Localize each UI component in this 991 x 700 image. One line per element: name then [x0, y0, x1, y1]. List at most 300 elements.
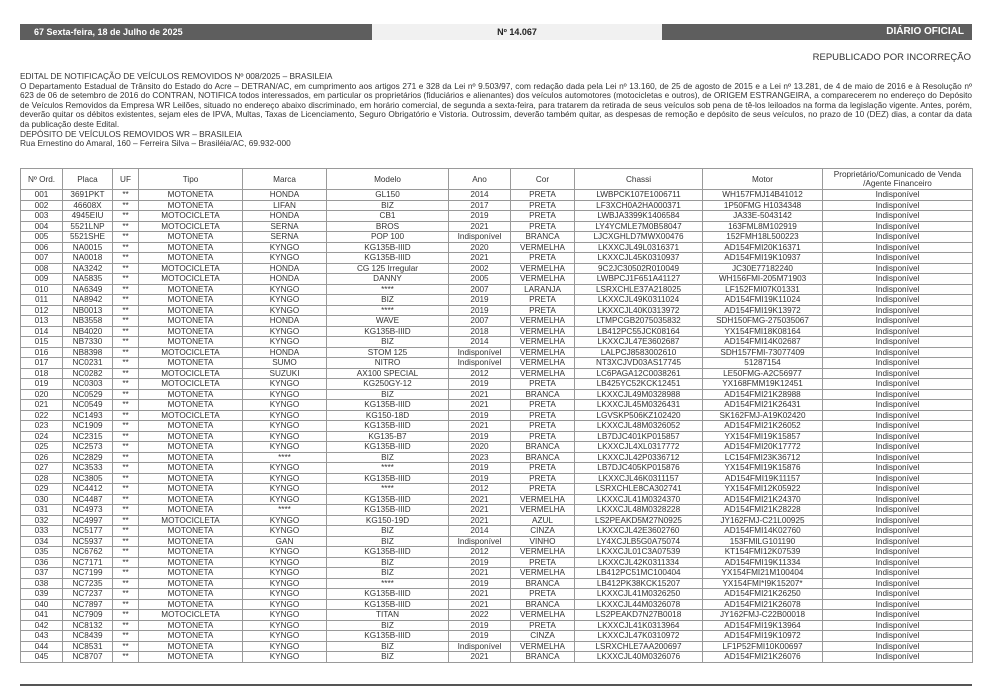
table-cell: 2014 [449, 190, 511, 201]
table-cell: NC7235 [63, 578, 113, 589]
table-cell: 2012 [449, 547, 511, 558]
table-cell: Indisponível [823, 305, 973, 316]
table-cell: LGVSKP506KZ102420 [575, 410, 703, 421]
table-cell: MOTONETA [139, 589, 243, 600]
table-row [21, 242, 973, 253]
page-date: 67 Sexta-feira, 18 de Julho de 2025 [34, 27, 183, 37]
table-cell: ** [113, 431, 139, 442]
table-cell: HONDA [243, 211, 327, 222]
table-cell: MOTONETA [139, 484, 243, 495]
table-cell: AD154FMI20K17772 [703, 442, 823, 453]
table-cell: LKXXCJL4XL0317772 [575, 442, 703, 453]
table-cell: LWBJA3399K1406584 [575, 211, 703, 222]
table-cell: NC0549 [63, 400, 113, 411]
table-cell: ** [113, 410, 139, 421]
table-cell: PRETA [511, 190, 575, 201]
table-cell: LWBPCK107E1006711 [575, 190, 703, 201]
table-cell: 163FML8M102919 [703, 221, 823, 232]
table-cell: VERMELHA [511, 368, 575, 379]
table-cell: PRETA [511, 379, 575, 390]
table-cell: ** [113, 337, 139, 348]
table-cell: NC5937 [63, 536, 113, 547]
table-cell: ** [113, 463, 139, 474]
table-cell: LALPCJ8583002610 [575, 347, 703, 358]
table-cell: KYNGO [243, 652, 327, 663]
table-cell: 042 [21, 620, 63, 631]
table-cell: 013 [21, 316, 63, 327]
table-cell: KG135B-IIID [327, 253, 449, 264]
table-cell: LKXXCJL45M0326431 [575, 400, 703, 411]
table-row [21, 263, 973, 274]
table-cell: 46608X [63, 200, 113, 211]
column-header: Placa [63, 169, 113, 190]
table-cell: KYNGO [243, 463, 327, 474]
table-cell: KG150-19D [327, 515, 449, 526]
table-cell: LKXXCJL40M0326076 [575, 652, 703, 663]
table-cell: LF3XCH0A2HA000371 [575, 200, 703, 211]
table-cell: KYNGO [243, 620, 327, 631]
table-cell: Indisponível [823, 232, 973, 243]
table-cell: SDH157FMI-73077409 [703, 347, 823, 358]
table-cell: NC2573 [63, 442, 113, 453]
table-row [21, 620, 973, 631]
table-cell: 153FMILG101190 [703, 536, 823, 547]
table-cell: 5521SHE [63, 232, 113, 243]
table-cell: Indisponível [449, 536, 511, 547]
table-cell: MOTONETA [139, 442, 243, 453]
table-cell: KYNGO [243, 610, 327, 621]
deposito-title: DEPÓSITO DE VEÍCULOS REMOVIDOS WR – BRASILEIA [20, 128, 243, 139]
table-cell: JC30E77182240 [703, 263, 823, 274]
table-cell: KG135B-IIID [327, 400, 449, 411]
table-cell: KG135B-IIID [327, 631, 449, 642]
table-cell: KG135B-IIID [327, 242, 449, 253]
table-cell: Indisponível [823, 652, 973, 663]
table-cell: 037 [21, 568, 63, 579]
table-cell: KYNGO [243, 641, 327, 652]
table-cell: ** [113, 652, 139, 663]
table-cell: SDH150FMG-275035067 [703, 316, 823, 327]
table-row [21, 568, 973, 579]
table-cell: AD154FMI19K11334 [703, 557, 823, 568]
table-cell: AD154FMI21K26078 [703, 599, 823, 610]
table-row [21, 326, 973, 337]
table-cell: Indisponível [823, 410, 973, 421]
table-cell: Indisponível [823, 337, 973, 348]
table-cell: LKXXCJL49M0328988 [575, 389, 703, 400]
footer-divider [20, 684, 972, 686]
table-cell: LB425YC52KCK12451 [575, 379, 703, 390]
table-cell: Indisponível [823, 358, 973, 369]
table-cell: LC6PAGA12C0038261 [575, 368, 703, 379]
table-cell: LB7DJC405KP015876 [575, 463, 703, 474]
table-cell: VERMELHA [511, 505, 575, 516]
table-cell: KYNGO [243, 526, 327, 537]
table-cell: LY4YCMLE7M0B58047 [575, 221, 703, 232]
table-row [21, 494, 973, 505]
table-cell: MOTONETA [139, 620, 243, 631]
table-cell: SUMO [243, 358, 327, 369]
table-cell: ** [113, 505, 139, 516]
table-cell: LF1P52FMI10K00697 [703, 641, 823, 652]
table-cell: 2021 [449, 505, 511, 516]
table-cell: Indisponível [823, 610, 973, 621]
table-cell: NC4412 [63, 484, 113, 495]
table-cell: 014 [21, 326, 63, 337]
table-cell: LKXXCJL40K0313972 [575, 305, 703, 316]
table-cell: LKXXCJL47E3602687 [575, 337, 703, 348]
table-cell: Indisponível [823, 526, 973, 537]
table-cell: Indisponível [823, 253, 973, 264]
issue-number: Nº 14.067 [372, 24, 662, 40]
table-cell: ** [113, 442, 139, 453]
table-cell: PRETA [511, 473, 575, 484]
table-row [21, 536, 973, 547]
table-cell: AD154FMI21K26076 [703, 652, 823, 663]
table-cell: VERMELHA [511, 347, 575, 358]
table-cell: **** [243, 452, 327, 463]
table-cell: NB8398 [63, 347, 113, 358]
table-row [21, 305, 973, 316]
table-cell: KYNGO [243, 400, 327, 411]
table-cell: KG135B-IIID [327, 442, 449, 453]
table-row [21, 358, 973, 369]
table-cell: ** [113, 452, 139, 463]
table-cell: MOTONETA [139, 389, 243, 400]
column-header: Tipo [139, 169, 243, 190]
table-cell: **** [327, 578, 449, 589]
table-cell: Indisponível [823, 484, 973, 495]
table-cell: LKXXCJL01C3A07539 [575, 547, 703, 558]
table-header-row [21, 169, 973, 190]
table-cell: VERMELHA [511, 274, 575, 285]
table-cell: DANNY [327, 274, 449, 285]
edital-paragraph: O Departamento Estadual de Trânsito do Estado do Acre – DETRAN/AC, em cumprimento aos artigos 271 e 328 da Lei nº 9.503/97, com redação dada pela Lei nº 13.160, de 25 de agosto de 2015 e a Lei nº 13.281, de 4 de maio de 2016 e à Resolução nº 623 de 06 de setembro de 2016 do CONTRAN, NOTIFICA todos interessados, em particular os proprietários (fiduciários e alienantes) dos veículos automotores (motocicletas e outros), de ORIGEM ESTRANGEIRA, a comparecerem no endereço do Depósito de Veículos Removidos da Empresa WR Leilões, situado no endereço abaixo discriminado, em horário comercial, de segunda a sexta-feira, para tratarem da retirada de seus veículos sob pena de tê-los leiloados na forma da legislação vigente. Antes, porém, deverão quitar os débitos existentes, sejam eles de IPVA, Multas, Taxas de Licenciamento, Seguro Obrigatório e Vistoria. Outrossim, deverão também quitar, as despesas de remoção e depósito de seus veículos, no prazo de 10 (DEZ) dias, a contar da data da publicação deste Edital. [20, 80, 972, 129]
column-header: UF [113, 169, 139, 190]
table-row [21, 211, 973, 222]
table-cell: ** [113, 610, 139, 621]
table-cell: 2021 [449, 421, 511, 432]
table-cell: BROS [327, 221, 449, 232]
table-cell: LKXXCJL47K0310972 [575, 631, 703, 642]
table-cell: MOTONETA [139, 316, 243, 327]
table-cell: JY162FMJ-C21L00925 [703, 515, 823, 526]
table-cell: Indisponível [823, 221, 973, 232]
table-cell: MOTONETA [139, 190, 243, 201]
table-cell: NC4997 [63, 515, 113, 526]
table-cell: CINZA [511, 631, 575, 642]
table-cell: 006 [21, 242, 63, 253]
table-cell: 2017 [449, 200, 511, 211]
table-cell: 2019 [449, 211, 511, 222]
table-cell: ** [113, 494, 139, 505]
table-cell: 030 [21, 494, 63, 505]
table-cell: 036 [21, 557, 63, 568]
table-row [21, 253, 973, 264]
table-cell: ** [113, 515, 139, 526]
table-cell: YX154FMI*I9K15207* [703, 578, 823, 589]
table-cell: VERMELHA [511, 358, 575, 369]
table-cell: Indisponível [823, 190, 973, 201]
table-cell: NC2315 [63, 431, 113, 442]
table-cell: Indisponível [823, 316, 973, 327]
table-cell: KG135B-IIID [327, 599, 449, 610]
table-cell: KYNGO [243, 431, 327, 442]
table-cell: CINZA [511, 526, 575, 537]
table-row [21, 599, 973, 610]
table-cell: PRETA [511, 620, 575, 631]
table-cell: 004 [21, 221, 63, 232]
table-cell: MOTOCICLETA [139, 274, 243, 285]
table-cell: ** [113, 557, 139, 568]
table-row [21, 379, 973, 390]
table-cell: NC3533 [63, 463, 113, 474]
table-cell: MOTOCICLETA [139, 379, 243, 390]
table-cell: AD154FMI21K28988 [703, 389, 823, 400]
table-cell: SERNA [243, 232, 327, 243]
table-cell: NC4973 [63, 505, 113, 516]
table-cell: Indisponível [823, 421, 973, 432]
table-cell: Indisponível [823, 242, 973, 253]
table-cell: LSRXCHLE8CA302741 [575, 484, 703, 495]
table-cell: ** [113, 379, 139, 390]
table-cell: AD154FMI19K10937 [703, 253, 823, 264]
table-cell: KYNGO [243, 473, 327, 484]
table-cell: BRANCA [511, 578, 575, 589]
table-cell: MOTONETA [139, 421, 243, 432]
table-cell: 028 [21, 473, 63, 484]
table-row [21, 631, 973, 642]
table-row [21, 463, 973, 474]
table-cell: KG135B-IIID [327, 421, 449, 432]
table-cell: KYNGO [243, 253, 327, 264]
table-cell: Indisponível [823, 463, 973, 474]
table-cell: MOTOCICLETA [139, 515, 243, 526]
table-cell: 029 [21, 484, 63, 495]
table-cell: 2021 [449, 589, 511, 600]
table-cell: AD154FMI20K16371 [703, 242, 823, 253]
table-row [21, 652, 973, 663]
table-cell: Indisponível [823, 620, 973, 631]
table-cell: AX100 SPECIAL [327, 368, 449, 379]
table-cell: 035 [21, 547, 63, 558]
table-cell: PRETA [511, 221, 575, 232]
table-cell: Indisponível [823, 536, 973, 547]
column-header: Marca [243, 169, 327, 190]
table-cell: KYNGO [243, 337, 327, 348]
table-cell: NC0231 [63, 358, 113, 369]
table-cell: 2019 [449, 463, 511, 474]
table-cell: AD154FMI21K24370 [703, 494, 823, 505]
table-cell: 018 [21, 368, 63, 379]
table-cell: Indisponível [823, 442, 973, 453]
table-cell: ** [113, 253, 139, 264]
table-cell: 2007 [449, 284, 511, 295]
table-cell: KYNGO [243, 557, 327, 568]
table-cell: Indisponível [823, 263, 973, 274]
table-cell: BIZ [327, 536, 449, 547]
table-row [21, 410, 973, 421]
table-cell: 2021 [449, 494, 511, 505]
table-cell: SUZUKI [243, 368, 327, 379]
table-cell: NA5835 [63, 274, 113, 285]
table-cell: 4945EIU [63, 211, 113, 222]
table-cell: ** [113, 347, 139, 358]
table-cell: NC7237 [63, 589, 113, 600]
table-cell: 007 [21, 253, 63, 264]
table-cell: PRETA [511, 211, 575, 222]
table-cell: ** [113, 421, 139, 432]
table-cell: ** [113, 274, 139, 285]
table-cell: MOTONETA [139, 253, 243, 264]
table-cell: 2020 [449, 442, 511, 453]
table-cell: 023 [21, 421, 63, 432]
table-cell: ** [113, 547, 139, 558]
table-cell: 005 [21, 232, 63, 243]
table-cell: LKXXCJL42E3602760 [575, 526, 703, 537]
table-cell: 2021 [449, 515, 511, 526]
table-cell: LSRXCHLE37A218025 [575, 284, 703, 295]
table-cell: Indisponível [823, 505, 973, 516]
table-cell: Indisponível [823, 400, 973, 411]
table-cell: Indisponível [449, 641, 511, 652]
table-cell: 2019 [449, 578, 511, 589]
table-row [21, 368, 973, 379]
table-cell: 039 [21, 589, 63, 600]
table-cell: MOTONETA [139, 295, 243, 306]
table-cell: Indisponível [823, 368, 973, 379]
table-cell: MOTONETA [139, 578, 243, 589]
table-cell: 003 [21, 211, 63, 222]
table-cell: Indisponível [449, 347, 511, 358]
table-cell: MOTONETA [139, 473, 243, 484]
table-row [21, 442, 973, 453]
table-cell: LKXXCJL48M0328228 [575, 505, 703, 516]
table-cell: PRETA [511, 431, 575, 442]
table-cell: ** [113, 400, 139, 411]
table-cell: NC2829 [63, 452, 113, 463]
table-cell: ** [113, 305, 139, 316]
table-cell: MOTONETA [139, 557, 243, 568]
table-cell: TITAN [327, 610, 449, 621]
table-cell: Indisponível [823, 568, 973, 579]
table-cell: LKXXCJL49L0316371 [575, 242, 703, 253]
table-cell: 2019 [449, 295, 511, 306]
table-cell: AD154FMI21K26250 [703, 589, 823, 600]
table-cell: PRETA [511, 400, 575, 411]
table-cell: ** [113, 190, 139, 201]
table-cell: 021 [21, 400, 63, 411]
table-cell: MOTONETA [139, 305, 243, 316]
table-cell: VERMELHA [511, 494, 575, 505]
table-cell: WAVE [327, 316, 449, 327]
table-cell: KYNGO [243, 295, 327, 306]
table-cell: Indisponível [823, 431, 973, 442]
table-row [21, 484, 973, 495]
table-cell: **** [327, 305, 449, 316]
table-cell: VERMELHA [511, 337, 575, 348]
table-cell: KT154FMI12K07539 [703, 547, 823, 558]
table-cell: AD154FMI14K02760 [703, 526, 823, 537]
table-cell: WH157FMJ14B41012 [703, 190, 823, 201]
table-cell: KG150-18D [327, 410, 449, 421]
table-cell: LARANJA [511, 284, 575, 295]
table-cell: Indisponível [823, 347, 973, 358]
table-cell: MOTONETA [139, 337, 243, 348]
table-cell: KYNGO [243, 410, 327, 421]
table-cell: ** [113, 211, 139, 222]
table-cell: Indisponível [823, 284, 973, 295]
table-cell: MOTONETA [139, 536, 243, 547]
table-cell: Indisponível [823, 515, 973, 526]
table-cell: Indisponível [823, 452, 973, 463]
table-cell: JY162FMJ-C22B00018 [703, 610, 823, 621]
table-cell: VERMELHA [511, 263, 575, 274]
table-cell: ** [113, 295, 139, 306]
table-cell: VINHO [511, 536, 575, 547]
table-row [21, 557, 973, 568]
table-row [21, 389, 973, 400]
table-cell: MOTOCICLETA [139, 263, 243, 274]
table-cell: NC7171 [63, 557, 113, 568]
table-cell: 009 [21, 274, 63, 285]
table-cell: 3691PKT [63, 190, 113, 201]
table-cell: STOM 125 [327, 347, 449, 358]
table-cell: MOTONETA [139, 526, 243, 537]
table-cell: 040 [21, 599, 63, 610]
table-cell: 2021 [449, 389, 511, 400]
table-cell: MOTONETA [139, 568, 243, 579]
table-body [21, 190, 973, 663]
table-cell: ** [113, 578, 139, 589]
table-row [21, 347, 973, 358]
table-cell: 2012 [449, 484, 511, 495]
table-cell: LF152FMI07K01331 [703, 284, 823, 295]
table-cell: Indisponível [823, 641, 973, 652]
table-cell: Indisponível [449, 232, 511, 243]
table-cell: KG135-B7 [327, 431, 449, 442]
table-cell: 2021 [449, 599, 511, 610]
table-cell: LWBPCJ1F651A41127 [575, 274, 703, 285]
table-cell: 2021 [449, 568, 511, 579]
table-cell: HONDA [243, 274, 327, 285]
table-cell: GAN [243, 536, 327, 547]
table-cell: Indisponível [823, 589, 973, 600]
table-cell: Indisponível [823, 211, 973, 222]
table-cell: ** [113, 232, 139, 243]
table-cell: PRETA [511, 484, 575, 495]
table-cell: VERMELHA [511, 568, 575, 579]
table-cell: LKXXCJL49K0311024 [575, 295, 703, 306]
table-cell: Indisponível [823, 326, 973, 337]
table-cell: BRANCA [511, 389, 575, 400]
table-cell: 032 [21, 515, 63, 526]
table-cell: MOTONETA [139, 358, 243, 369]
table-cell: HONDA [243, 316, 327, 327]
table-cell: ** [113, 568, 139, 579]
table-cell: Indisponível [823, 200, 973, 211]
republished-note: REPUBLICADO POR INCORREÇÃO [812, 52, 971, 63]
table-cell: LKXXCJL45K0310937 [575, 253, 703, 264]
table-cell: NC0282 [63, 368, 113, 379]
table-cell: 51287154 [703, 358, 823, 369]
table-cell: KYNGO [243, 379, 327, 390]
table-cell: ** [113, 326, 139, 337]
table-cell: Indisponível [823, 379, 973, 390]
table-cell: KYNGO [243, 547, 327, 558]
table-cell: ** [113, 536, 139, 547]
table-cell: LIFAN [243, 200, 327, 211]
